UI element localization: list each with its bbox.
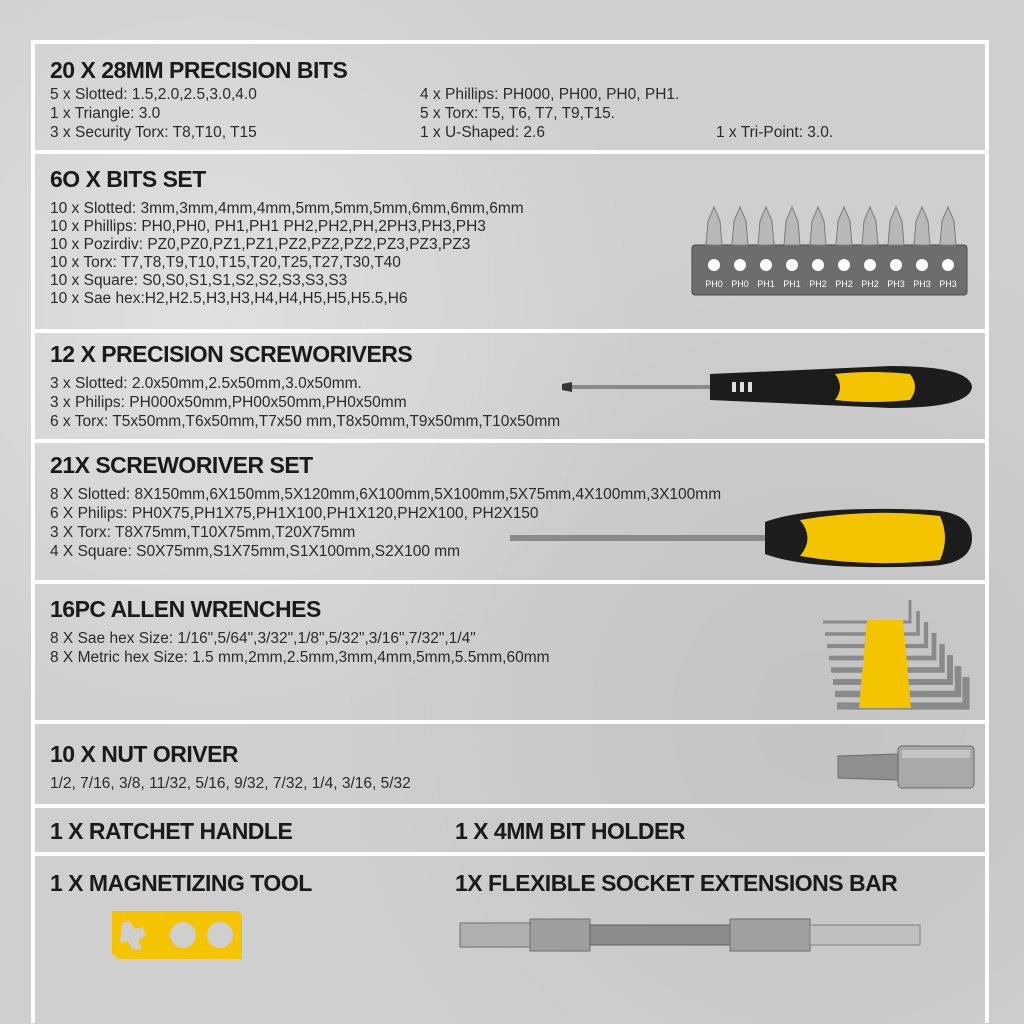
spec-line: 3 x Philips: PH000x50mm,PH00x50mm,PH0x50mm [50, 394, 407, 411]
hex-key-icon [823, 600, 910, 622]
section-title: 1 X 4MM BIT HOLDER [455, 818, 685, 844]
section-title: 16PC ALLEN WRENCHES [50, 596, 321, 622]
bit-slot-icon [838, 259, 850, 271]
spec-line: 5 x Slotted: 1.5,2.0,2.5,3.0,4.0 [50, 86, 257, 103]
spec-line: 10 x Sae hex:H2,H2.5,H3,H3,H4,H4,H5,H5,H5.5,H6 [50, 290, 408, 307]
divider [31, 329, 989, 333]
section-title: 12 X PRECISION SCREWORIVERS [50, 341, 413, 367]
bit-size-label: PH3 [913, 279, 931, 289]
spec-line: 3 X Torx: T8X75mm,T10X75mm,T20X75mm [50, 524, 356, 541]
bit-icon [888, 207, 904, 245]
divider [31, 580, 989, 584]
spec-line: 10 x Torx: T7,T8,T9,T10,T15,T20,T25,T27,T30,T40 [50, 254, 401, 271]
spec-line: 1 x Triangle: 3.0 [50, 105, 161, 122]
bit-size-label: PH2 [835, 279, 853, 289]
bit-size-label: PH2 [861, 279, 879, 289]
section-title: 6O X BITS SET [50, 166, 206, 192]
spec-line: 8 X Slotted: 8X150mm,6X150mm,5X120mm,6X100mm,5X100mm,5X75mm,4X100mm,3X100mm [50, 486, 722, 503]
section-title: 1 X RATCHET HANDLE [50, 818, 293, 844]
spec-line: 10 x Phillips: PH0,PH0, PH1,PH1 PH2,PH2,PH,2PH3,PH3,PH3 [50, 218, 486, 235]
spec-line: 1 x U-Shaped: 2.6 [420, 124, 545, 141]
screwdriver-image [510, 500, 980, 570]
bit-size-label: PH1 [783, 279, 801, 289]
bit-size-label: PH0 [731, 279, 749, 289]
bit-slot-icon [942, 259, 954, 271]
bit-slot-icon [786, 259, 798, 271]
spec-line: 8 X Metric hex Size: 1.5 mm,2mm,2.5mm,3mm,4mm,5mm,5.5mm,60mm [50, 649, 550, 666]
section-title: 20 X 28MM PRECISION BITS [50, 57, 348, 83]
precision-screwdriver-image [560, 360, 980, 420]
divider [31, 804, 989, 808]
bit-icon [758, 207, 774, 245]
section-title: 1X FLEXIBLE SOCKET EXTENSIONS BAR [455, 870, 898, 896]
bit-icon [810, 207, 826, 245]
spec-line: 1/2, 7/16, 3/8, 11/32, 5/16, 9/32, 7/32, 1/4, 3/16, 5/32 [50, 775, 411, 792]
spec-line: 5 x Torx: T5, T6, T7, T9,T15. [420, 105, 615, 122]
bit-icon [732, 207, 748, 245]
section-title: 10 X NUT ORIVER [50, 741, 239, 767]
divider [31, 852, 989, 856]
spec-line: 4 X Square: S0X75mm,S1X75mm,S1X100mm,S2X100 mm [50, 543, 461, 560]
nut-driver-image [838, 742, 978, 792]
bit-slot-icon [734, 259, 746, 271]
magnetizing-tool-image [108, 905, 248, 965]
spec-line: 6 X Philips: PH0X75,PH1X75,PH1X100,PH1X120,PH2X100, PH2X150 [50, 505, 539, 522]
spec-line: 8 X Sae hex Size: 1/16",5/64",3/32",1/8",5/32",3/16",7/32",1/4" [50, 630, 476, 647]
bit-holder-image [690, 205, 970, 305]
allen-wrenches-image [815, 590, 980, 720]
bit-slot-icon [812, 259, 824, 271]
bit-slot-icon [916, 259, 928, 271]
spec-line: 1 x Tri-Point: 3.0. [716, 124, 834, 141]
spec-line: 3 x Slotted: 2.0x50mm,2.5x50mm,3.0x50mm. [50, 375, 362, 392]
spec-line: 6 x Torx: T5x50mm,T6x50mm,T7x50 mm,T8x50mm,T9x50mm,T10x50mm [50, 413, 561, 430]
spec-line: 10 x Square: S0,S0,S1,S1,S2,S2,S3,S3,S3 [50, 272, 348, 289]
bit-slot-icon [708, 259, 720, 271]
bit-icon [784, 207, 800, 245]
bit-icon [914, 207, 930, 245]
divider [31, 720, 989, 724]
section-title: 1 X MAGNETIZING TOOL [50, 870, 312, 896]
bit-size-label: PH2 [809, 279, 827, 289]
bit-icon [940, 207, 956, 245]
divider [31, 439, 989, 443]
section-title: 21X SCREWORIVER SET [50, 452, 313, 478]
spec-line: 10 x Pozirdiv: PZ0,PZ0,PZ1,PZ1,PZ2,PZ2,PZ2,PZ3,PZ3,PZ3 [50, 236, 471, 253]
bit-size-label: PH1 [757, 279, 775, 289]
divider [31, 150, 989, 154]
spec-line: 4 x Phillips: PH000, PH00, PH0, PH1. [420, 86, 680, 103]
bit-size-label: PH3 [887, 279, 905, 289]
bit-icon [862, 207, 878, 245]
bit-size-label: PH0 [705, 279, 723, 289]
flexible-extension-bar-image [460, 905, 925, 965]
bit-slot-icon [760, 259, 772, 271]
spec-line: 10 x Slotted: 3mm,3mm,4mm,4mm,5mm,5mm,5mm,6mm,6mm,6mm [50, 200, 524, 217]
bit-slot-icon [864, 259, 876, 271]
bit-size-label: PH3 [939, 279, 957, 289]
bit-slot-icon [890, 259, 902, 271]
spec-line: 3 x Security Torx: T8,T10, T15 [50, 124, 257, 141]
bit-icon [836, 207, 852, 245]
bit-icon [706, 207, 722, 245]
